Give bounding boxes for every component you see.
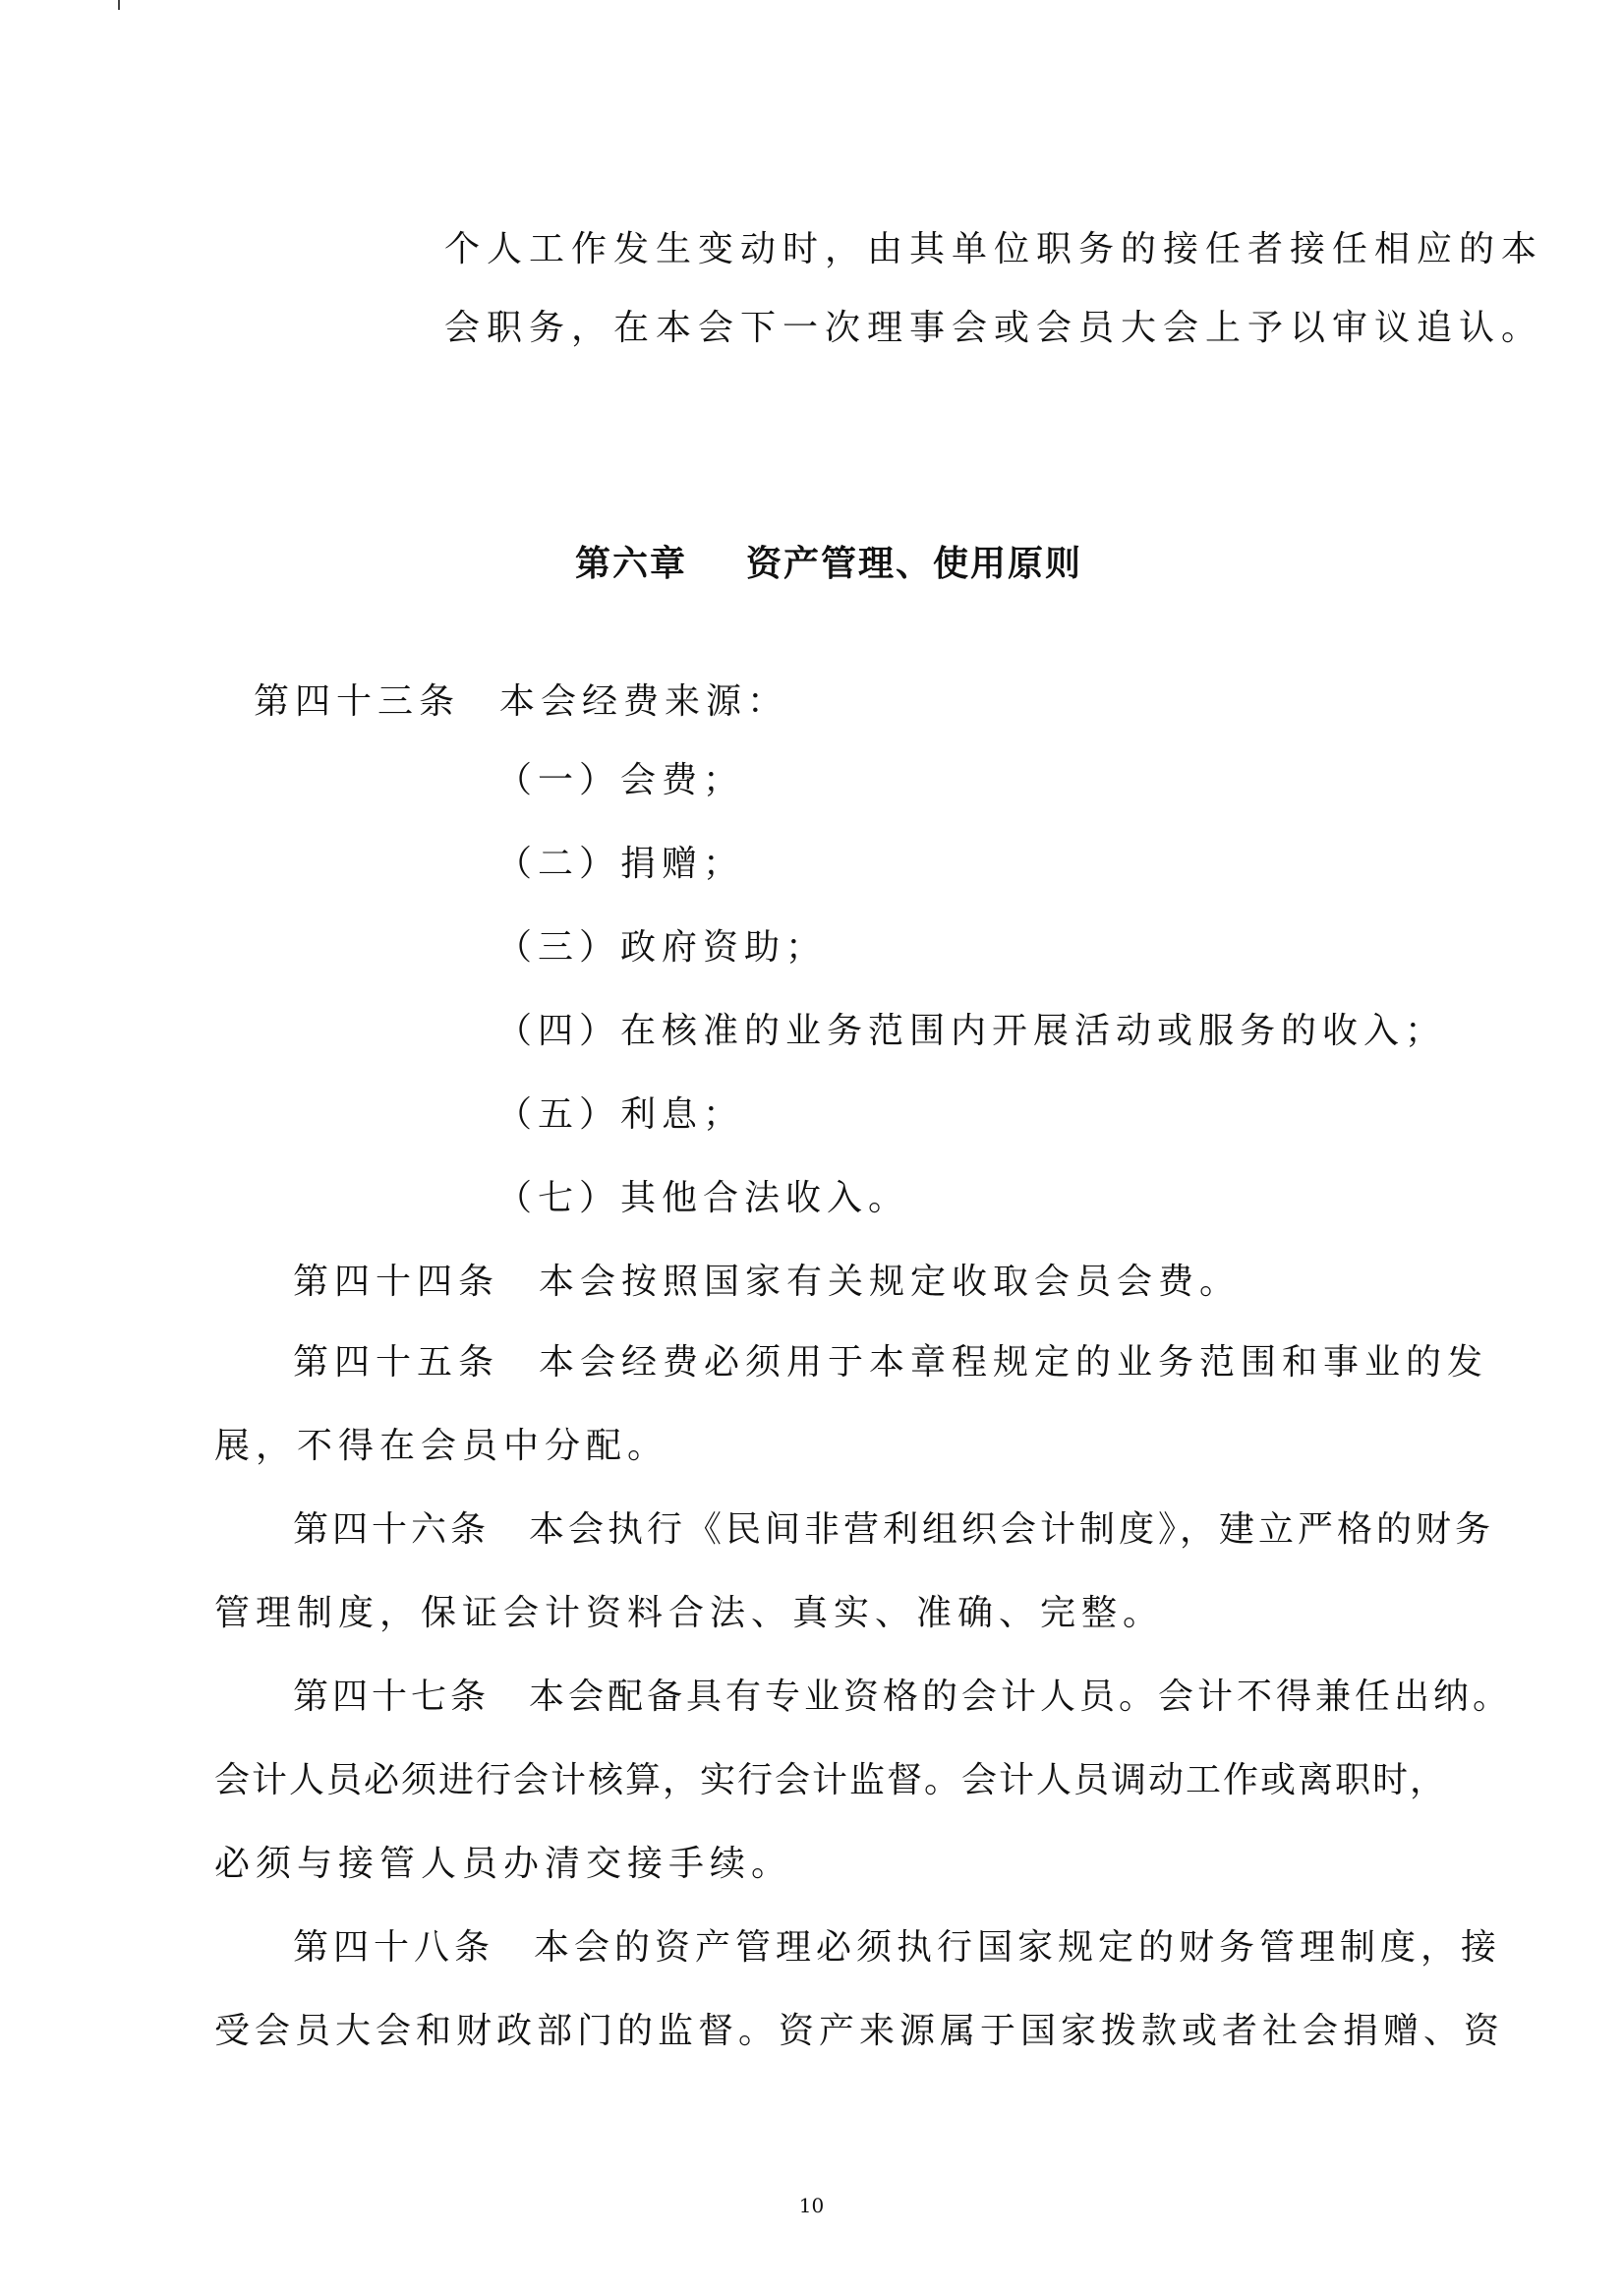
article-43-text: 本会经费来源： [499,681,789,722]
page-number: 10 [798,2194,825,2217]
article-46-line-1 [293,1506,1494,1554]
article-44-text: 本会按照国家有关规定收取会员会费。 [539,1262,1242,1302]
chapter-number: 第六章 [575,544,688,584]
article-46-text: 本会执行《民间非营利组织会计制度》，建立严格的财务 [529,1509,1495,1550]
article-47-line-1 [293,1674,1512,1721]
chapter-title: 资产管理、使用原则 [746,544,1083,584]
article-47-line-3: 必须与接管人员办清交接手续。 [214,1844,793,1884]
continuation-line-1: 个人工作发生变动时，由其单位职务的接任者接任相应的本 [444,229,1544,269]
article-43-item-1: （一）会费； [496,760,745,800]
article-46-label: 第四十六条 [293,1509,491,1550]
article-43-item-3: （三）政府资助； [496,927,828,968]
article-47-line-2: 会计人员必须进行会计核算，实行会计监督。会计人员调动工作或离职时， [214,1760,1448,1800]
article-43-heading [254,678,788,726]
article-43-item-6: （七）其他合法收入。 [496,1178,910,1218]
article-43-item-5: （五）利息； [496,1094,745,1135]
article-43-item-2: （二）捐赠； [496,844,745,884]
article-45-line-1 [293,1339,1488,1386]
article-45-line-2: 展，不得在会员中分配。 [214,1426,669,1466]
article-43-item-4: （四）在核准的业务范围内开展活动或服务的收入； [496,1011,1447,1051]
article-46-line-2: 管理制度，保证会计资料合法、真实、准确、完整。 [214,1593,1165,1633]
article-48-text: 本会的资产管理必须执行国家规定的财务管理制度，接 [534,1927,1502,1968]
article-48-line-2: 受会员大会和财政部门的监督。资产来源属于国家拨款或者社会捐赠、资 [214,2011,1505,2051]
article-48-line-1 [293,1924,1501,1972]
continuation-line-2: 会职务，在本会下一次理事会或会员大会上予以审议追认。 [444,308,1544,348]
article-44 [293,1259,1241,1306]
chapter-heading [575,541,1082,588]
article-45-text: 本会经费必须用于本章程规定的业务范围和事业的发 [539,1342,1489,1383]
article-45-label: 第四十五条 [293,1342,500,1383]
article-47-text: 本会配备具有专业资格的会计人员。会计不得兼任出纳。 [529,1677,1513,1717]
article-43-label: 第四十三条 [254,681,461,722]
scan-corner-mark [118,0,120,10]
article-48-label: 第四十八条 [293,1927,495,1968]
article-47-label: 第四十七条 [293,1677,491,1717]
article-44-label: 第四十四条 [293,1262,500,1302]
